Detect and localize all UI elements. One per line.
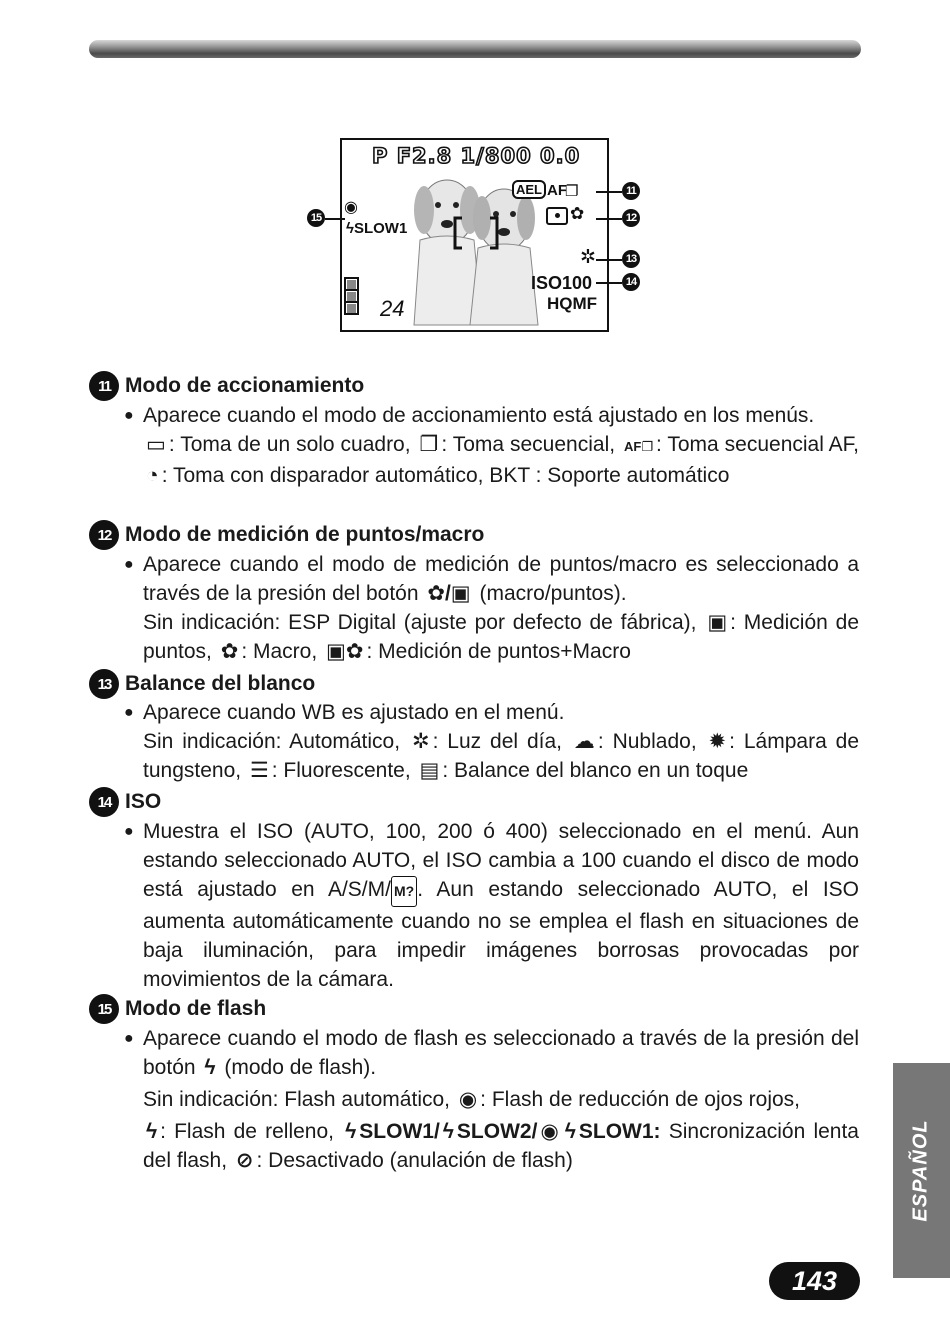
bullet-icon: ● [124,1030,134,1047]
section-number-badge: 13 [89,669,119,699]
section-11-p2: ▭ : Toma de un solo cuadro, ❐ : Toma secuencial, AF❐ : Toma secuencial AF, ◔ : Toma con disparador automático, BKT : Soporte automático [143,430,859,490]
section-14-heading [89,788,161,816]
flash-off-icon: ⊘ [235,1149,254,1172]
callout-14: 14 [622,273,640,291]
section-13-p2: Sin indicación: Automático, ✲ : Luz del día, ☁ : Nublado, ✹ : Lámpara de tungsteno, ☰ : Fluorescente, ▤ : Balance del blanco en un toque [143,727,859,785]
self-timer-icon: ◔ [146,464,159,487]
header-bar [89,40,861,58]
single-frame-icon: ▭ [146,433,166,456]
quality-indicator: HQMF [547,294,598,313]
macro-icon: ✿ [220,640,239,663]
section-11-text [143,401,859,490]
af-indicator: AF [547,182,567,199]
callout-12-leader [596,218,622,220]
section-12-p2: Sin indicación: ESP Digital (ajuste por defecto de fábrica), ▣ : Medición de puntos, ✿ : Macro, ▣✿ : Medición de puntos+Macro [143,608,859,666]
callout-11-leader [596,191,622,193]
lcd-screen [340,138,609,332]
section-11-p1: Aparece cuando el modo de accionamiento está ajustado en los menús. [143,404,815,427]
callout-11: 11 [622,182,640,200]
iso-indicator: ISO100 [531,273,593,293]
ael-indicator: AEL [512,180,546,199]
cloud-icon: ☁ [573,730,595,753]
section-title: Modo de flash [125,997,267,1020]
flash-icon: ϟ [204,1056,216,1079]
red-eye-icon: ◉ [458,1088,478,1111]
sequential-icon: ❐ [419,433,439,456]
macro-icon: ✿/▣ [427,582,471,605]
section-12-heading [89,521,484,549]
section-15-p1: Aparece cuando el modo de flash es seleccionado a través de la presión del botón ϟ (modo de flash). [143,1024,859,1082]
spot-lcd-icon [546,207,568,225]
section-14-text: Muestra el ISO (AUTO, 100, 200 ó 400) seleccionado en el menú. Aun estando seleccionado AUTO, el ISO cambia a 100 cuando el disco de modo está ajustado en A/S/M/ M? . Aun estando seleccionado AUTO, el ISO aumenta automáticamente cuando no se emplea el flash en situaciones de baja iluminación, para impedir imágenes borrosas provocadas por movimientos de la cámara. [143,820,860,991]
section-12-p1: Aparece cuando el modo de medición de puntos/macro es seleccionado a través de la presión del botón ✿/▣ (macro/puntos). [143,550,859,608]
callout-13: 13 [622,250,640,268]
section-15-p3: ϟ : Flash de relleno, ϟ SLOW1/ ϟ SLOW2/ ◉ ϟ SLOW1: Sincronización lenta del flash, ⊘ : Desactivado (anulación de flash) [143,1117,859,1175]
callout-12: 12 [622,209,640,227]
section-13-text [143,698,859,785]
fluorescent-icon: ☰ [249,759,269,782]
section-15-text [143,1024,859,1175]
section-number-badge: 15 [89,994,119,1024]
frames-remaining: 24 [380,296,405,321]
flash-lcd-indicator: ϟSLOW1 [346,220,408,237]
flash-icon: ϟ [442,1120,454,1143]
tungsten-icon: ✹ [708,730,727,753]
section-15-p2: Sin indicación: Flash automático, ◉ : Flash de reducción de ojos rojos, [143,1085,859,1114]
sun-lcd-icon: ✲ [580,247,596,268]
section-11-heading [89,372,364,400]
mode-dial-icon: M? [391,876,417,907]
spot-macro-icon: ▣✿ [326,640,364,663]
sequential-lcd-icon: ❐ [565,183,579,200]
section-12-text [143,550,859,666]
exposure-readout: P F2.8 1/800 0.0 [372,144,581,168]
sun-icon: ✲ [411,730,430,753]
spot-icon: ▣ [707,611,728,634]
one-touch-wb-icon: ▤ [419,759,440,782]
callout-13-leader [596,259,622,261]
section-13-heading [89,670,315,698]
flash-icon: ϟ [345,1120,357,1143]
section-number-badge: 11 [89,371,119,401]
bullet-icon: ● [124,407,134,424]
page-number: 143 [769,1262,860,1300]
flash-icon: ϟ [564,1120,576,1143]
bullet-icon: ● [124,704,134,721]
callout-15-leader [325,218,345,220]
callout-15: 15 [307,209,325,227]
bullet-icon: ● [124,823,134,840]
section-title: Modo de medición de puntos/macro [125,523,485,546]
callout-14-leader [596,282,622,284]
section-number-badge: 14 [89,787,119,817]
red-eye-icon: ◉ [540,1120,559,1143]
flash-icon: ϟ [146,1120,158,1143]
bullet-icon: ● [124,556,134,573]
red-eye-lcd-icon: ◉ [344,199,358,216]
section-title: Modo de accionamiento [125,374,365,397]
language-tab: ESPAÑOL [893,1063,950,1278]
af-sequential-icon: AF❐ [624,439,653,454]
section-title: Balance del blanco [125,672,316,695]
section-13-p1: Aparece cuando WB es ajustado en el menú. [143,701,565,724]
section-number-badge: 12 [89,520,119,550]
section-title: ISO [125,790,162,813]
section-15-heading [89,995,266,1023]
macro-lcd-icon: ✿ [570,204,585,223]
